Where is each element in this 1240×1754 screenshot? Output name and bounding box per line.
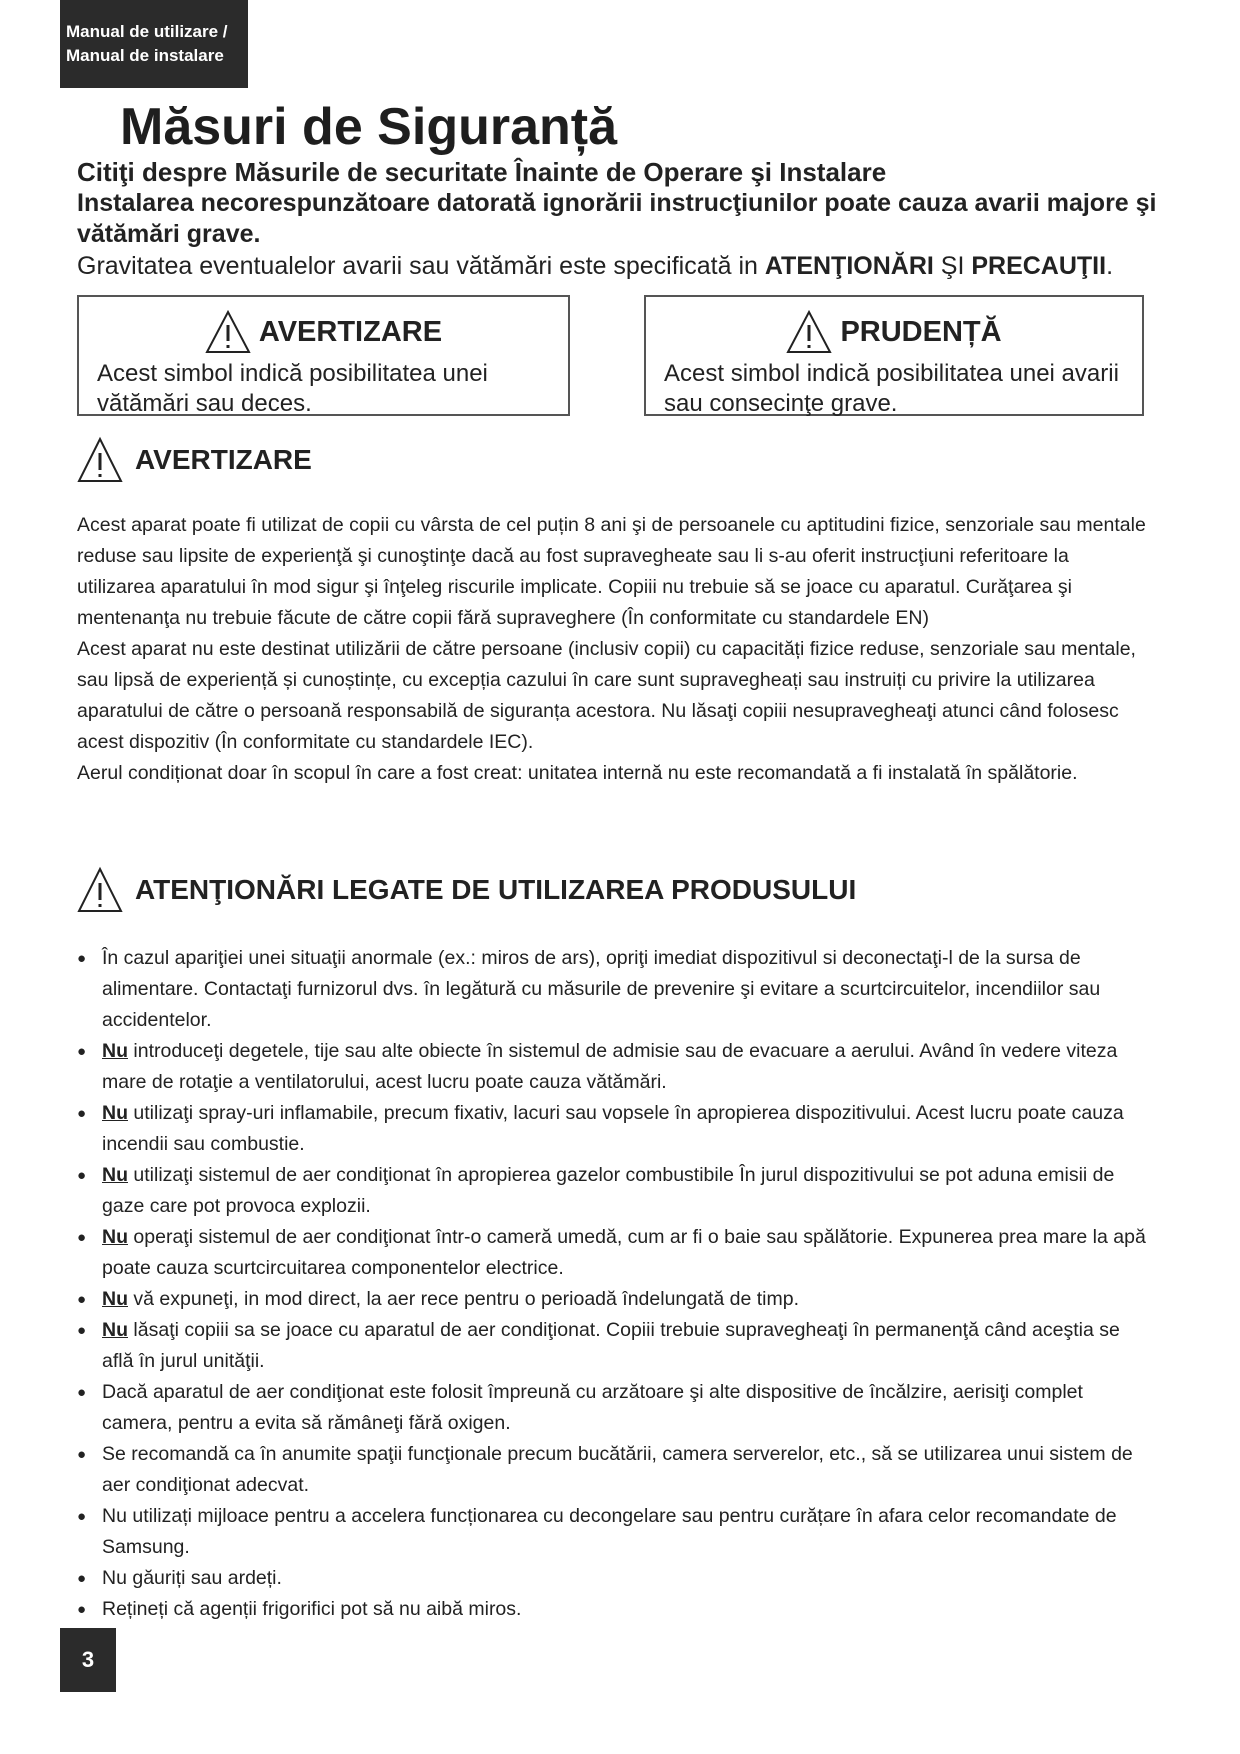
list-item-text: lăsaţi copiii sa se joace cu aparatul de aer condiţionat. Copiii trebuie supravegheaţi în permanenţă când aceştia se află în jurul unităţii. — [102, 1319, 1120, 1372]
manual-header-tab — [60, 0, 248, 88]
list-item — [77, 1284, 1152, 1315]
intro-severity — [77, 250, 1157, 282]
intro-si: ŞI — [933, 252, 972, 280]
usage-section-title: ATENŢIONĂRI LEGATE DE UTILIZAREA PRODUSULUI — [135, 874, 857, 905]
usage-warnings-list — [77, 943, 1152, 1625]
list-item — [77, 1439, 1152, 1501]
list-item — [77, 1036, 1152, 1098]
paragraph: Aerul condiționat doar în scopul în care a fost creat: unitatea internă nu este recomandată a fi instalată în spălătorie. — [77, 762, 1078, 784]
list-item-text: Nu găuriți sau ardeți. — [102, 1567, 282, 1589]
nu-emphasis: Nu — [102, 1319, 128, 1341]
list-item-text: operaţi sistemul de aer condiţionat într-o cameră umedă, cum ar fi o baie sau spălătorie. Expunerea prea mare la apă poate cauza scurtcircuitarea componentelor electrice. — [102, 1226, 1146, 1279]
page-number: 3 — [60, 1628, 116, 1692]
paragraph: Acest aparat nu este destinat utilizării de către persoane (inclusiv copii) cu capacități fizice reduse, senzoriale sau mentale, sau lipsă de experiență și cunoștințe, cu excepția cazului în care sunt supravegheați sau instruiți cu privire la utilizarea aparatului de către o persoană responsabilă de siguranța acestora. Nu lăsaţi copiii nesupravegheaţi atunci când folosesc acest dispozitiv (În conformitate cu standardele IEC). — [77, 638, 1136, 753]
list-item-text: introduceţi degetele, tije sau alte obiecte în sistemul de admisie sau de evacuare a aerului. Având în vedere viteza mare de rotaţie a ventilatorului, acest lucru poate cauza vătămări. — [102, 1040, 1118, 1093]
nu-emphasis: Nu — [102, 1040, 128, 1062]
warning-section-heading — [77, 436, 312, 484]
list-item — [77, 1594, 1152, 1625]
warning-legend-box — [77, 295, 570, 416]
warning-legend-text: Acest simbol indică posibilitatea unei vătămări sau deces. — [97, 360, 488, 417]
caution-legend-title: PRUDENȚĂ — [840, 315, 1002, 348]
nu-emphasis: Nu — [102, 1226, 128, 1248]
caution-legend-text: Acest simbol indică posibilitatea unei avarii sau consecinţe grave. — [664, 360, 1119, 417]
paragraph: Acest aparat poate fi utilizat de copii cu vârsta de cel puțin 8 ani şi de persoanele cu aptitudini fizice, senzoriale sau mentale reduse sau lipsite de experienţă şi cunoştinţe dacă au fost supravegheate sau li s-au oferit instrucţiuni referitoare la utilizarea aparatului în mod sigur şi înţeleg riscurile implicate. Copiii nu trebuie să se joace cu aparatul. Curăţarea şi mentenanţa nu trebuie făcute de către copii fără supraveghere (În conformitate cu standardele EN) — [77, 514, 1146, 629]
page-title: Măsuri de Siguranță — [120, 98, 617, 156]
list-item — [77, 1563, 1152, 1594]
warning-section-body — [77, 510, 1152, 789]
usage-section-heading — [77, 866, 856, 914]
warning-triangle-icon — [205, 309, 251, 355]
list-item — [77, 1222, 1152, 1284]
warning-section-title: AVERTIZARE — [135, 444, 312, 475]
caution-triangle-icon — [786, 309, 832, 355]
intro-severity-text: Gravitatea eventualelor avarii sau vătămări este specificată in — [77, 252, 765, 280]
list-item — [77, 1315, 1152, 1377]
header-line-1: Manual de utilizare / — [66, 22, 228, 41]
warning-triangle-icon — [77, 866, 123, 914]
list-item-text: utilizaţi sistemul de aer condiţionat în apropierea gazelor combustibile În jurul dispozitivului se pot aduna emisii de gaze care pot provoca explozii. — [102, 1164, 1115, 1217]
list-item-text: În cazul apariţiei unei situaţii anormale (ex.: miros de ars), opriţi imediat dispozitivul si deconectaţi-l de la sursa de alimentare. Contactaţi furnizorul dvs. în legătură cu măsurile de prevenire şi evitare a scurtcircuitelor, incendiilor sau accidentelor. — [102, 947, 1101, 1031]
nu-emphasis: Nu — [102, 1288, 128, 1310]
list-item — [77, 1160, 1152, 1222]
intro-heading: Citiţi despre Măsurile de securitate Înainte de Operare şi Instalare — [77, 157, 887, 187]
nu-emphasis: Nu — [102, 1164, 128, 1186]
warning-legend-title: AVERTIZARE — [258, 315, 443, 348]
intro-precautii: PRECAUŢII — [971, 252, 1107, 280]
caution-legend-box — [644, 295, 1144, 416]
list-item — [77, 1501, 1152, 1563]
intro-warning: Instalarea necorespunzătoare datorată ignorării instrucţiunilor poate cauza avarii majore şi vătămări grave. — [77, 189, 1157, 248]
list-item — [77, 1098, 1152, 1160]
list-item-text: vă expuneţi, in mod direct, la aer rece pentru o perioadă îndelungată de timp. — [128, 1288, 799, 1310]
list-item — [77, 1377, 1152, 1439]
intro-period: . — [1106, 252, 1114, 280]
nu-emphasis: Nu — [102, 1102, 128, 1124]
header-line-2: Manual de instalare — [66, 46, 224, 65]
list-item-text: Nu utilizați mijloace pentru a accelera funcționarea cu decongelare sau pentru curățare în afara celor recomandate de Samsung. — [102, 1505, 1117, 1558]
intro — [77, 156, 1157, 282]
list-item-text: Dacă aparatul de aer condiţionat este folosit împreună cu arzătoare şi alte dispositive de încălzire, aerisiţi complet camera, pentru a evita să rămâneţi fără oxigen. — [102, 1381, 1083, 1434]
warning-triangle-icon — [77, 436, 123, 484]
list-item-text: Rețineți că agenții frigorifici pot să nu aibă miros. — [102, 1598, 522, 1620]
list-item-text: utilizaţi spray-uri inflamabile, precum fixativ, lacuri sau vopsele în apropierea dispozitivului. Acest lucru poate cauza incendii sau combustie. — [102, 1102, 1124, 1155]
list-item — [77, 943, 1152, 1036]
intro-atentionari: ATENŢIONĂRI — [764, 252, 934, 280]
list-item-text: Se recomandă ca în anumite spaţii funcţionale precum bucătării, camera serverelor, etc., să se utilizarea unui sistem de aer condiţionat adecvat. — [102, 1443, 1133, 1496]
